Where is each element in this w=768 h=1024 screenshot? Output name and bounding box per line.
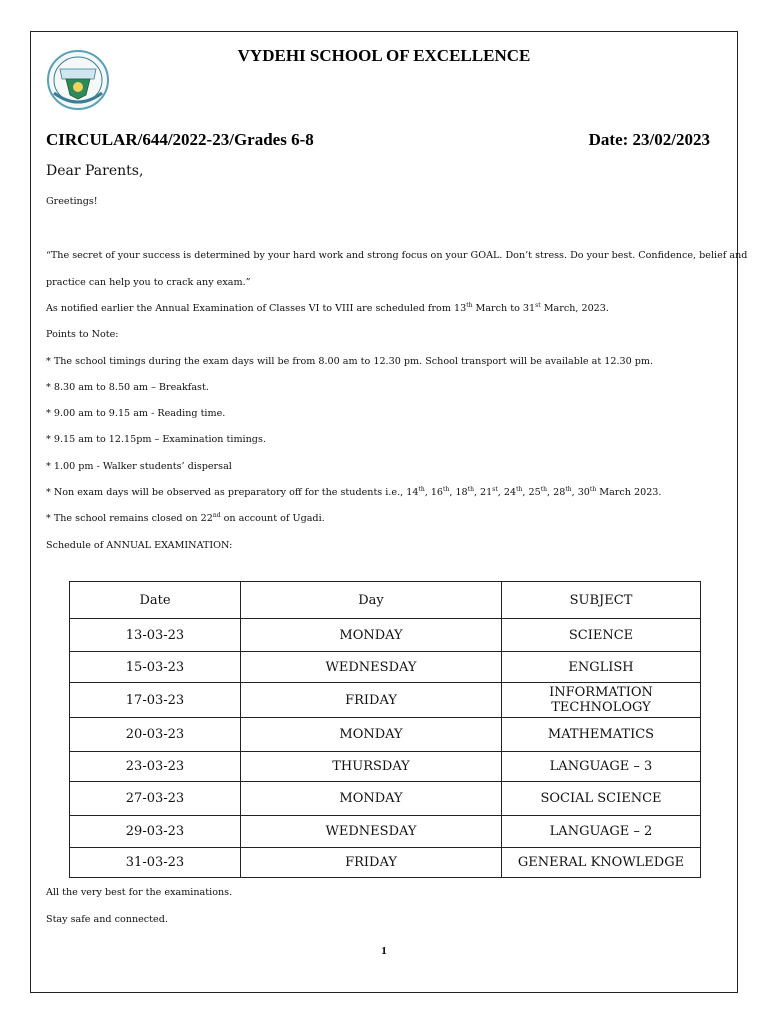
point-reading-time: * 9.00 am to 9.15 am - Reading time. — [46, 408, 226, 419]
cell-day: MONDAY — [241, 718, 502, 752]
cell-day: WEDNESDAY — [241, 652, 502, 683]
cell-day: THURSDAY — [241, 752, 502, 782]
header-date: Date — [70, 582, 241, 619]
cell-subject — [502, 683, 701, 718]
table-row — [70, 619, 701, 652]
non-exam-day: 25 — [528, 487, 541, 498]
points-heading: Points to Note: — [46, 329, 119, 340]
point-exam-timings: * 9.15 am to 12.15pm – Examination timings. — [46, 434, 266, 445]
cell-date: 31-03-23 — [70, 848, 241, 878]
non-exam-day: 24 — [503, 487, 517, 498]
cell-day: FRIDAY — [241, 683, 502, 718]
cell-date: 13-03-23 — [70, 619, 241, 652]
quote-line-2: practice can help you to crack any exam.” — [46, 277, 251, 288]
table-row — [70, 848, 701, 878]
closing-line-1: All the very best for the examinations. — [46, 887, 233, 898]
cell-date: 20-03-23 — [70, 718, 241, 752]
exam-notice: As notified earlier the Annual Examination of Classes VI to VIII are scheduled from 13th March to 31st March, 2023. — [46, 301, 609, 314]
point-dispersal: * 1.00 pm - Walker students’ dispersal — [46, 461, 232, 472]
schedule-heading: Schedule of ANNUAL EXAMINATION: — [46, 540, 233, 551]
table-header-row — [70, 582, 701, 619]
cell-date: 17-03-23 — [70, 683, 241, 718]
cell-subject-line: INFORMATION — [549, 685, 653, 700]
non-exam-day: 16 — [430, 487, 444, 498]
cell-subject: MATHEMATICS — [502, 718, 701, 752]
circular-date: Date: 23/02/2023 — [588, 130, 710, 149]
cell-day: WEDNESDAY — [241, 816, 502, 848]
cell-day: MONDAY — [241, 782, 502, 816]
cell-date: 29-03-23 — [70, 816, 241, 848]
cell-subject: GENERAL KNOWLEDGE — [502, 848, 701, 878]
point-non-exam-days: * Non exam days will be observed as preparatory off for the students i.e., 14th, 16th, 18th, 21st, 24th, 25th, 28th, 30th March 2023. — [46, 485, 662, 498]
header-subject: SUBJECT — [502, 582, 701, 619]
header-day: Day — [241, 582, 502, 619]
table-row — [70, 652, 701, 683]
quote-line-1: “The secret of your success is determined by your hard work and strong focus on your GOAL. Don’t stress. Do your best. Confidence, belief and — [46, 250, 748, 261]
cell-subject: SOCIAL SCIENCE — [502, 782, 701, 816]
cell-subject: ENGLISH — [502, 652, 701, 683]
table-row — [70, 752, 701, 782]
exam-schedule-table — [69, 581, 701, 878]
cell-date: 15-03-23 — [70, 652, 241, 683]
non-exam-day: 30 — [577, 487, 590, 498]
closing-line-2: Stay safe and connected. — [46, 914, 168, 925]
table-row — [70, 816, 701, 848]
cell-subject-line: TECHNOLOGY — [551, 700, 651, 715]
point-breakfast: * 8.30 am to 8.50 am – Breakfast. — [46, 382, 209, 393]
cell-day: FRIDAY — [241, 848, 502, 878]
non-exam-day: 21 — [480, 487, 493, 498]
page-number: 1 — [381, 945, 387, 957]
greeting: Greetings! — [46, 196, 98, 207]
salutation: Dear Parents, — [46, 163, 144, 179]
table-row — [70, 683, 701, 718]
cell-subject: LANGUAGE – 2 — [502, 816, 701, 848]
circular-number: CIRCULAR/644/2022-23/Grades 6-8 — [46, 130, 314, 149]
point-school-timings: * The school timings during the exam days will be from 8.00 am to 12.30 pm. School transport will be available at 12.30 pm. — [46, 356, 654, 367]
non-exam-day: 18 — [455, 487, 468, 498]
cell-subject: LANGUAGE – 3 — [502, 752, 701, 782]
cell-date: 27-03-23 — [70, 782, 241, 816]
point-ugadi: * The school remains closed on 22nd on account of Ugadi. — [46, 511, 325, 524]
cell-date: 23-03-23 — [70, 752, 241, 782]
cell-subject: SCIENCE — [502, 619, 701, 652]
cell-day: MONDAY — [241, 619, 502, 652]
non-exam-days-list: , 16th, 18th, 21st, 24th, 25th, 28th, 30th — [424, 485, 597, 498]
non-exam-day: 28 — [553, 487, 566, 498]
school-name: VYDEHI SCHOOL OF EXCELLENCE — [237, 46, 531, 65]
table-row — [70, 718, 701, 752]
table-row — [70, 782, 701, 816]
circular-header-row — [46, 130, 710, 150]
